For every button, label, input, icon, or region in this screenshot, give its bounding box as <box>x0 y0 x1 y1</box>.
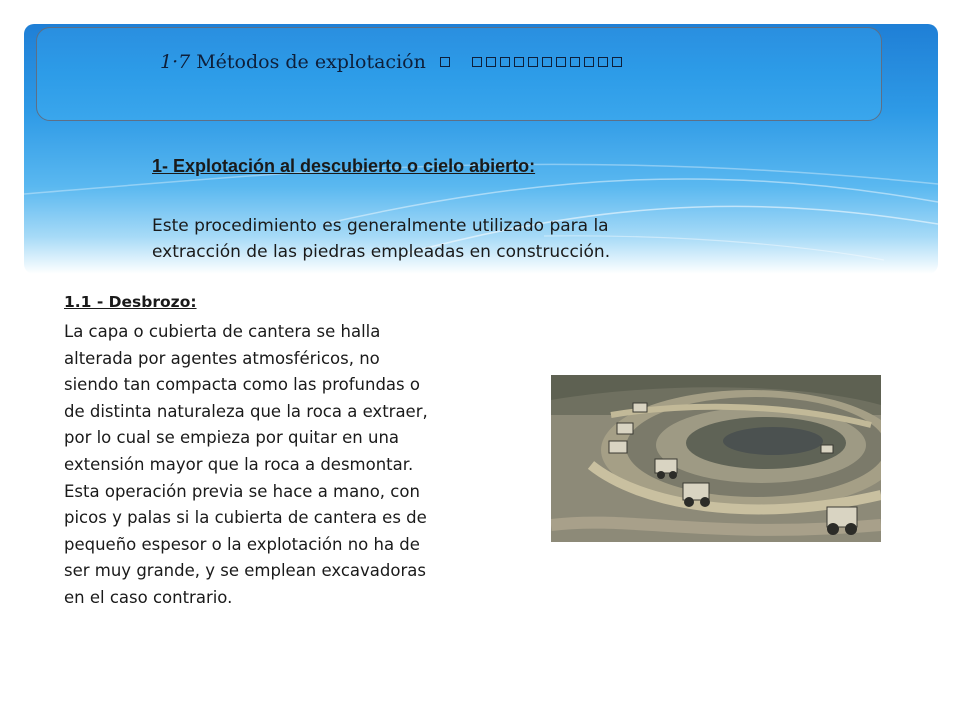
title-placeholder-glyphs-icon <box>440 57 622 67</box>
body-line: picos y palas si la cubierta de cantera es de <box>64 508 427 528</box>
body-line: siendo tan compacta como las profundas o <box>64 375 420 395</box>
body-line: alterada por agentes atmosféricos, no <box>64 348 380 368</box>
body-line: ser muy grande, y se emplean excavadoras <box>64 561 426 581</box>
body-line: por lo cual se empieza por quitar en una <box>64 428 400 448</box>
body-line: La capa o cubierta de cantera se halla <box>64 322 381 341</box>
intro-line: extracción de las piedras empleadas en construcción. <box>152 242 611 262</box>
intro-paragraph <box>152 213 732 265</box>
open-pit-mine-photo <box>551 375 881 542</box>
body-line: en el caso contrario. <box>64 587 233 607</box>
body-line: extensión mayor que la roca a desmontar. <box>64 454 414 474</box>
title-text: Métodos de explotación <box>196 51 426 73</box>
body-line: pequeño espesor o la explotación no ha de <box>64 534 420 554</box>
slide-title <box>160 46 622 78</box>
body-paragraph <box>64 319 514 612</box>
body-line: de distinta naturaleza que la roca a extraer, <box>64 401 428 421</box>
intro-line: Este procedimiento es generalmente utilizado para la <box>152 216 609 236</box>
subsection-heading: 1.1 - Desbrozo: <box>64 293 197 311</box>
section-heading: 1- Explotación al descubierto o cielo abierto: <box>152 156 536 176</box>
body-line: Esta operación previa se hace a mano, con <box>64 481 420 501</box>
title-number: 1·7 <box>160 51 191 73</box>
